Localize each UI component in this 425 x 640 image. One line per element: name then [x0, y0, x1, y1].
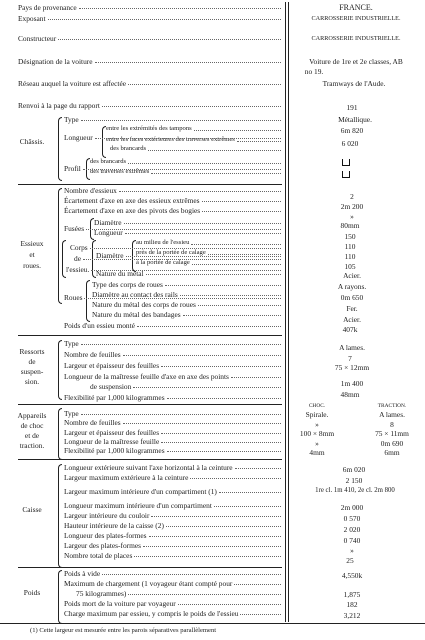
row-value: 1,875: [343, 590, 361, 599]
row-value: 0 740: [343, 536, 361, 545]
leader-dots: [86, 229, 281, 230]
row-label: Pays de provenance: [18, 3, 77, 12]
leader-dots: [178, 604, 281, 605]
leader-dots: [123, 423, 281, 424]
leader-dots: [124, 223, 282, 224]
group-label-appareils: de choc: [20, 421, 44, 430]
row-value: 1re cl. 1m 410, 2e cl. 2m 800: [315, 487, 395, 494]
row-value-choc: 100 × 8mm: [299, 429, 335, 438]
row-value: 80mm: [340, 221, 360, 230]
leader-dots: [237, 141, 281, 142]
group-label-ressorts: de: [28, 357, 36, 366]
row-label: Longueur extérieure suivant l'axe horizontal à la ceinture: [64, 463, 233, 472]
leader-dots: [95, 138, 281, 139]
row-value: 182: [346, 600, 358, 609]
row-value: 3,212: [343, 611, 361, 620]
leader-dots: [126, 256, 282, 257]
row-label: de: [74, 254, 81, 263]
row-label: Largeur et épaisseur des feuilles: [64, 361, 160, 370]
row-value: 0 570: [343, 514, 361, 523]
row-label: Longueur: [94, 228, 123, 237]
row-label: Exposant: [18, 14, 46, 23]
leader-dots: [102, 106, 281, 107]
leader-dots: [235, 468, 281, 469]
row-value-traction: 8: [390, 420, 394, 429]
row-label: Profil: [64, 164, 81, 173]
footnote: (1) Cette largeur est mesurée entre les parois séparatives parallèlement: [30, 627, 217, 634]
row-value: 2m 000: [340, 503, 364, 512]
row-label: Nombre d'essieux: [64, 186, 117, 195]
row-label: des brancards: [110, 145, 147, 152]
row-label: Largeur intérieure du couloir: [64, 511, 150, 520]
row-value-choc: »: [315, 439, 319, 448]
leader-dots: [161, 433, 281, 434]
row-label: à la portée de calage: [136, 259, 190, 266]
row-value: 2 020: [343, 525, 361, 534]
row-label: Nombre de feuilles: [64, 350, 121, 359]
row-value: 105: [344, 262, 356, 271]
row-label: des traverses extrêmes: [90, 168, 150, 175]
row-value: 4,550k: [341, 571, 363, 580]
row-value: Acier.: [343, 271, 361, 280]
leader-dots: [123, 355, 281, 356]
leader-dots: [183, 315, 281, 316]
leader-dots: [128, 84, 281, 85]
leader-dots: [143, 546, 281, 547]
leader-dots: [194, 130, 281, 131]
row-label: Largeur maximum intérieure d'un compartiment (1): [64, 487, 217, 496]
group-label-essieux: et: [29, 250, 35, 259]
row-label: Flexibilité par 1,000 kilogrammes: [64, 393, 165, 402]
row-label: Réseau auquel la voiture est affectée: [18, 79, 127, 88]
row-label: Corps: [70, 243, 88, 252]
leader-dots: [83, 169, 281, 170]
row-label: Maximum de chargement (1 voyageur étant compté pour: [64, 579, 233, 588]
leader-dots: [90, 248, 281, 249]
row-label: entre les faces extérieures des traverses extrêmes: [106, 136, 235, 143]
row-value-traction: 0m 690: [380, 439, 404, 448]
leader-dots: [81, 120, 281, 121]
row-value: A rayons.: [337, 282, 367, 291]
leader-dots: [84, 298, 281, 299]
row-label: Nombre de feuilles: [64, 418, 121, 427]
row-label: Type des corps de roues: [92, 280, 163, 289]
leader-dots: [148, 150, 281, 151]
row-label: Type: [64, 115, 79, 124]
group-label-poids: Poids: [23, 588, 41, 597]
row-value: Voiture de 1re et 2e classes, AB: [309, 57, 403, 66]
row-label: 75 kilogrammes): [76, 589, 127, 598]
channel-profile-icon: [342, 159, 350, 166]
leader-dots: [214, 506, 281, 507]
row-value-choc: Spirale.: [305, 410, 329, 419]
row-value: 48mm: [340, 390, 360, 399]
leader-dots: [146, 274, 281, 275]
leader-dots: [219, 492, 281, 493]
group-label-ressorts: suspen-: [20, 367, 44, 376]
row-label: Charge maximum par essieu, y compris le poids de l'essieu: [64, 609, 239, 618]
row-value-choc: 4mm: [309, 448, 325, 457]
row-label: Longueur maximum intérieure d'un compartiment: [64, 501, 212, 510]
group-label-essieux: roues.: [23, 261, 41, 270]
leader-dots: [119, 191, 281, 192]
row-value: 407k: [342, 325, 358, 334]
leader-dots: [190, 478, 281, 479]
leader-dots: [81, 344, 281, 345]
leader-dots: [165, 285, 281, 286]
row-value: 110: [344, 242, 356, 251]
row-label: Diamètre: [94, 218, 122, 227]
leader-dots: [151, 516, 281, 517]
row-label: Largeur et épaisseur des feuilles: [64, 428, 160, 437]
row-label: Nature du métal des corps de roues: [92, 300, 196, 309]
row-label: Écartement d'axe en axe des pivots des bogies: [64, 206, 201, 215]
row-label: Fusées: [64, 224, 85, 233]
column-header-traction: TRACTION.: [377, 403, 407, 409]
leader-dots: [149, 536, 281, 537]
row-label: Désignation de la voiture: [18, 57, 93, 66]
row-value: CARROSSERIE INDUSTRIELLE.: [311, 15, 401, 22]
leader-dots: [180, 295, 281, 296]
row-value: Fer.: [346, 304, 358, 313]
channel-profile-icon: [342, 171, 350, 178]
row-value-choc: »: [315, 420, 319, 429]
row-label: des brancards: [90, 158, 127, 165]
row-value: Tramways de l'Aude.: [322, 79, 386, 88]
group-label-caisse: Caisse: [22, 505, 42, 514]
leader-dots: [79, 8, 281, 9]
row-label: Constructeur: [18, 34, 57, 43]
leader-dots: [208, 254, 281, 255]
leader-dots: [83, 259, 281, 260]
row-label: Largeur des plates-formes: [64, 541, 142, 550]
leader-dots: [134, 556, 281, 557]
row-label: Poids d'un essieu monté: [64, 321, 135, 330]
row-label: Longueur: [64, 133, 93, 142]
leader-dots: [151, 173, 281, 174]
row-value: 191: [346, 103, 358, 112]
leader-dots: [202, 211, 281, 212]
row-label: entre les extrémités des tampons: [106, 125, 192, 132]
row-label: Type: [64, 409, 79, 418]
row-label: Diamètre au contact des rails: [92, 290, 178, 299]
row-value: »: [350, 212, 354, 221]
leader-dots: [202, 201, 281, 202]
leader-dots: [91, 270, 281, 271]
row-label: au milieu de l'essieu: [136, 239, 190, 246]
group-label-appareils: et de: [24, 431, 40, 440]
row-label: Poids à vide: [64, 569, 101, 578]
row-value: 150: [344, 232, 356, 241]
row-value: Métallique.: [338, 115, 372, 124]
row-value: 25: [346, 556, 354, 565]
row-value: 110: [344, 252, 356, 261]
column-header-choc: CHOC.: [308, 403, 326, 409]
row-value: Acier.: [343, 315, 361, 324]
group-label-chassis: Châssis.: [19, 137, 45, 146]
row-value: 2 150: [345, 476, 363, 485]
leader-dots: [95, 62, 281, 63]
group-label-appareils: Appareils: [17, 411, 47, 420]
row-value: FRANCE.: [339, 3, 373, 12]
row-value: 75 × 12mm: [334, 363, 370, 372]
leader-dots: [81, 414, 281, 415]
leader-dots: [58, 39, 281, 40]
row-value: 6m 020: [342, 465, 366, 474]
row-label: Roues: [64, 293, 83, 302]
row-value: 6 020: [341, 139, 359, 148]
leader-dots: [102, 574, 281, 575]
leader-dots: [161, 442, 281, 443]
row-label: Nature du métal: [96, 269, 144, 278]
row-label: Largeur maximum extérieure à la ceinture: [64, 473, 189, 482]
leader-dots: [125, 233, 281, 234]
group-label-ressorts: Ressorts: [19, 347, 45, 356]
leader-dots: [167, 451, 281, 452]
row-value: CARROSSERIE INDUSTRIELLE.: [311, 35, 401, 42]
row-label: Poids mort de la voiture par voyageur: [64, 599, 176, 608]
leader-dots: [137, 326, 281, 327]
row-value-traction: 6mm: [384, 448, 400, 457]
leader-dots: [167, 398, 281, 399]
row-value-traction: A lames.: [379, 410, 405, 419]
row-value: 6m 820: [340, 126, 364, 135]
group-label-appareils: traction.: [19, 441, 45, 450]
leader-dots: [192, 264, 281, 265]
leader-dots: [161, 366, 281, 367]
row-value: 2: [350, 192, 354, 201]
column-separator: [285, 2, 286, 622]
row-label: Nombre total de places: [64, 551, 133, 560]
row-value: 0m 650: [340, 293, 364, 302]
leader-dots: [234, 584, 281, 585]
row-label: Longueur des plates-formes: [64, 531, 147, 540]
leader-dots: [128, 163, 281, 164]
leader-dots: [240, 614, 281, 615]
leader-dots: [166, 526, 281, 527]
leader-dots: [231, 377, 281, 378]
row-label: Longueur de la maîtresse feuille d'axe en axe des points: [64, 372, 229, 381]
row-value-traction: 75 × 11mm: [375, 429, 409, 438]
row-value-line2: no 19.: [304, 67, 324, 76]
row-label: près de la portée de calage: [136, 249, 206, 256]
leader-dots: [191, 244, 281, 245]
row-value: A lames.: [339, 343, 365, 352]
row-label: Flexibilité par 1,000 kilogrammes: [64, 446, 165, 455]
row-label: Hauteur intérieure de la caisse (2): [64, 521, 164, 530]
leader-dots: [128, 594, 281, 595]
row-value: 1m 400: [340, 379, 364, 388]
leader-dots: [198, 305, 281, 306]
row-label: Type: [64, 339, 79, 348]
leader-dots: [133, 387, 281, 388]
row-value: »: [350, 546, 354, 555]
group-label-ressorts: sion.: [24, 377, 40, 386]
row-label: Renvoi à la page du rapport: [18, 101, 100, 110]
row-label: Longueur de la maîtresse feuille: [64, 437, 160, 446]
column-separator-inner: [288, 2, 289, 622]
row-value: 7: [348, 354, 352, 363]
row-label: Nature du métal des bandages: [92, 310, 181, 319]
group-label-essieux: Essieux: [20, 239, 44, 248]
row-label: Écartement d'axe en axe des essieux extrêmes: [64, 196, 200, 205]
leader-dots: [48, 19, 281, 20]
row-label: Diamètre: [96, 251, 124, 260]
row-value: 2m 200: [340, 202, 364, 211]
row-label: de suspension: [90, 382, 132, 391]
row-label: l'essieu.: [66, 265, 90, 274]
